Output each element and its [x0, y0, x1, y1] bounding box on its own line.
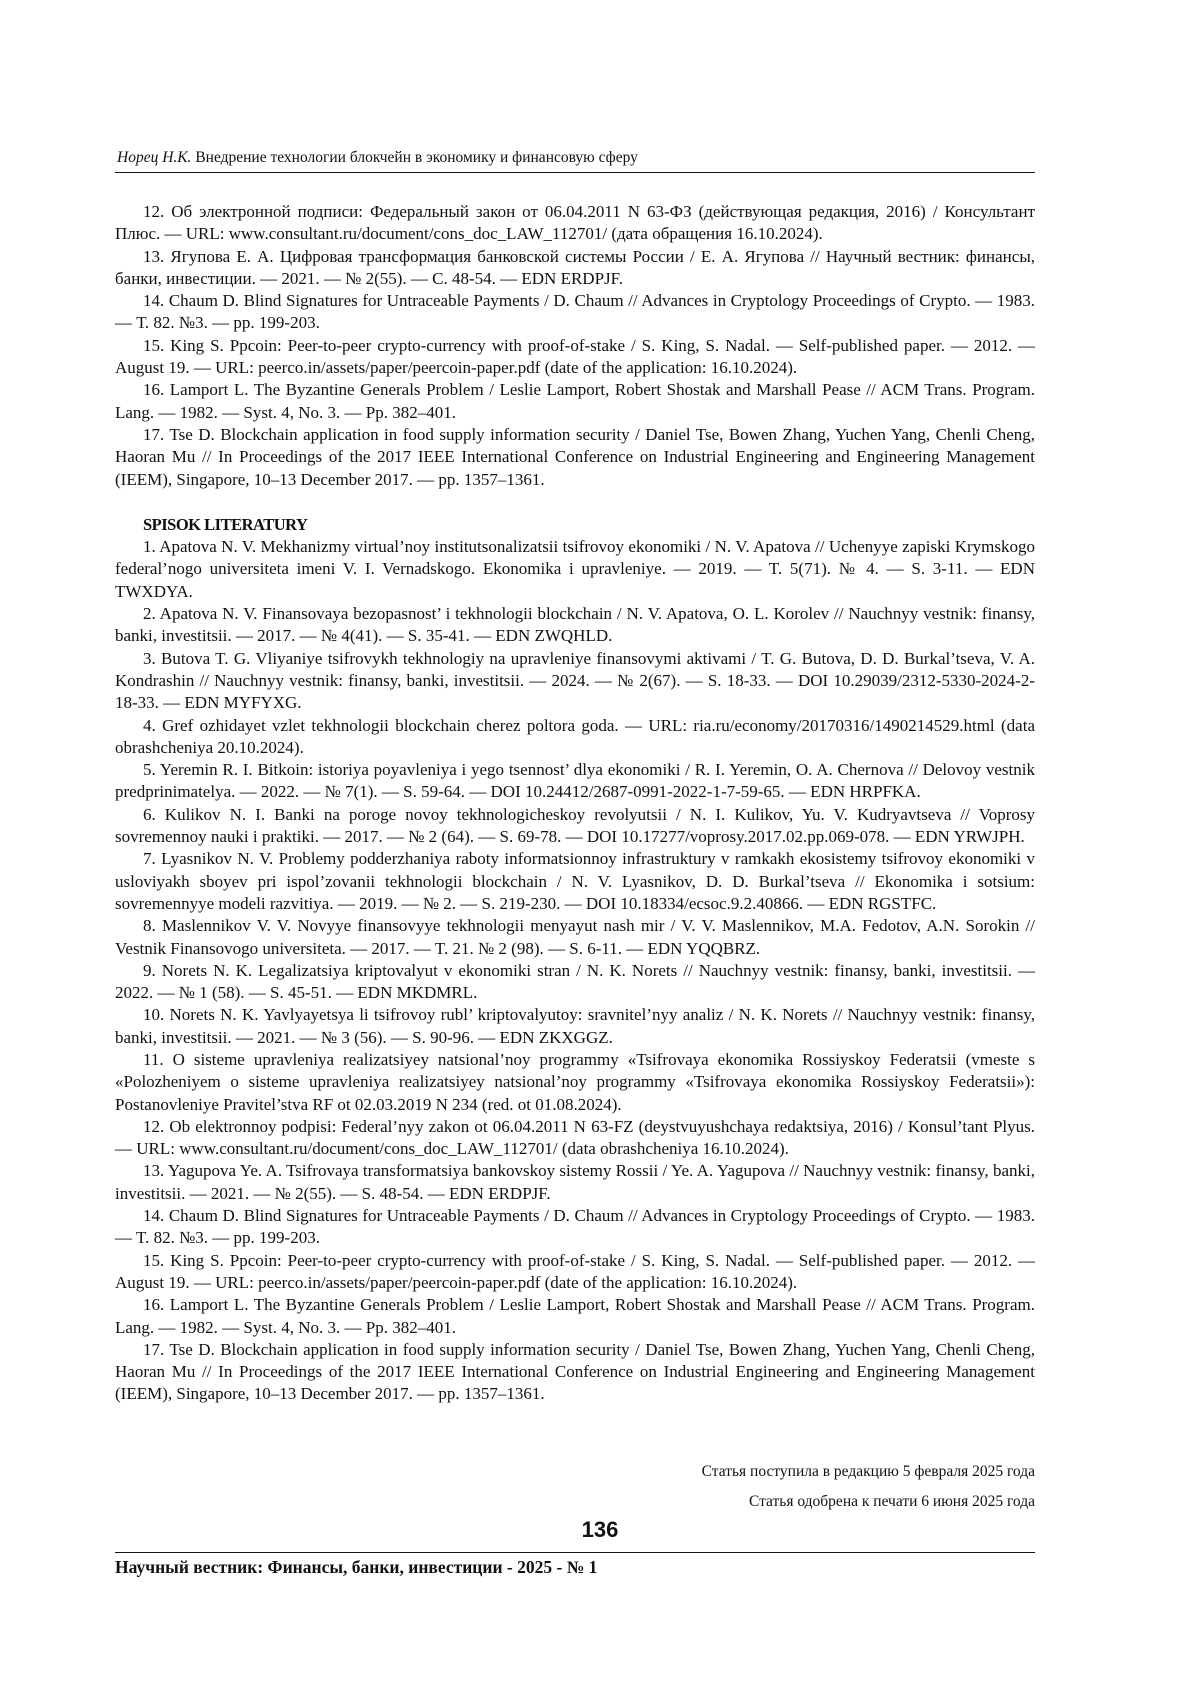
- page-number: 136: [581, 1517, 619, 1542]
- reference-item: 13. Ягупова Е. А. Цифровая трансформация банковской системы России / Е. А. Ягупова // Научный вестник: финансы, банки, инвестиции. — 2021. — № 2(55). — С. 48-54. — EDN ERDPJF.: [115, 246, 1035, 288]
- reference-item: 15. King S. Ppcoin: Peer-to-peer crypto-currency with proof-of-stake / S. King, S. Nadal. — Self-published paper. — 2012. — August 19. — URL: peerco.in/assets/paper/peercoin-paper.pdf (date of the application: 16.10.2024).: [115, 335, 1035, 378]
- reference-item: 14. Chaum D. Blind Signatures for Untraceable Payments / D. Chaum // Advances in Cryptology Proceedings of Crypto. — 1983. — Т. 82. №3. — pp. 199-203.: [115, 291, 1035, 333]
- spisok-item: 10. Norets N. K. Yavlyayetsya li tsifrovoy rubl’ kriptovalyutoy: sravnitel’nyy analiz / N. K. Norets // Nauchnyy vestnik: finansy, banki, investitsii. — 2021. — № 3 (56). — S. 90-96. — EDN ZKXGGZ.: [115, 1005, 1035, 1047]
- spisok-item: 7. Lyasnikov N. V. Problemy podderzhaniya raboty informatsionnoy infrastruktury v ramkakh ekosistemy tsifrovoy ekonomiki v usloviyakh sboyev pri ispol’zovanii tekhnologii blockchain / N. V. Lyasnikov, D. D. Burkal’tseva // Ekonomika i sotsium: sovremennyye modeli razvitiya. — 2019. — № 2. — S. 219-230. — DOI 10.18334/ecsoc.9.2.40866. — EDN RGSTFC.: [115, 849, 1035, 913]
- spisok-item: 16. Lamport L. The Byzantine Generals Problem / Leslie Lamport, Robert Shostak and Marshall Pease // ACM Trans. Program. Lang. — 1982. — Syst. 4, No. 3. — Pp. 382–401.: [115, 1295, 1035, 1337]
- spisok-item: 6. Kulikov N. I. Banki na poroge novoy tekhnologicheskoy revolyutsii / N. I. Kulikov, Yu. V. Kudryavtseva // Voprosy sovremennoy nauki i praktiki. — 2017. — № 2 (64). — S. 69-78. — DOI 10.17277/voprosy.2017.02.pp.069-078. — EDN YRWJPH.: [115, 804, 1035, 847]
- references: [115, 201, 1035, 1406]
- header-title: Внедрение технологии блокчейн в экономику и финансовую сферу: [195, 149, 638, 166]
- spisok-item: 14. Chaum D. Blind Signatures for Untraceable Payments / D. Chaum // Advances in Cryptology Proceedings of Crypto. — 1983. — T. 82. №3. — pp. 199-203.: [115, 1206, 1035, 1248]
- spisok-item: 8. Maslennikov V. V. Novyye finansovyye tekhnologii menyayut nash mir / V. V. Maslennikov, M.A. Fedotov, A.N. Sorokin // Vestnik Finansovogo universiteta. — 2017. — T. 21. № 2 (98). — S. 6-11. — EDN YQQBRZ.: [115, 916, 1035, 958]
- header-rule: [115, 172, 1035, 173]
- reference-item: 16. Lamport L. The Byzantine Generals Problem / Leslie Lamport, Robert Shostak and Marshall Pease // ACM Trans. Program. Lang. — 1982. — Syst. 4, No. 3. — Pp. 382–401.: [115, 380, 1035, 422]
- spisok-item: 11. O sisteme upravleniya realizatsiyey natsional’noy programmy «Tsifrovaya ekonomika Rossiyskoy Federatsii (vmeste s «Polozheniyem o sisteme upravleniya realizatsiyey natsional’noy programmy «Tsifrovaya ekonomika Rossiyskoy Federatsii»): Postanovleniye Pravitel’stva RF ot 02.03.2019 N 234 (red. ot 01.08.2024).: [115, 1049, 1035, 1114]
- spisok-item: 3. Butova T. G. Vliyaniye tsifrovykh tekhnologiy na upravleniye finansovymi aktivami / T. G. Butova, D. D. Burkal’tseva, V. A. Kondrashin // Nauchnyy vestnik: finansy, banki, investitsii. — 2024. — № 2(67). — S. 18-33. — DOI 10.29039/2312-5330-2024-2-18-33. — EDN MYFYXG.: [115, 648, 1035, 713]
- spisok-item: 17. Tse D. Blockchain application in food supply information security / Daniel Tse, Bowen Zhang, Yuchen Yang, Chenli Cheng, Haoran Mu // In Proceedings of the 2017 IEEE International Conference on Industrial Engineering and Engineering Management (IEEM), Singapore, 10–13 December 2017. — pp. 1357–1361.: [115, 1339, 1035, 1404]
- spisok-item: 9. Norets N. K. Legalizatsiya kriptovalyut v ekonomiki stran / N. K. Norets // Nauchnyy vestnik: finansy, banki, investitsii. — 2022. — № 1 (58). — S. 45-51. — EDN MKDMRL.: [115, 960, 1035, 1003]
- spisok-item: 4. Gref ozhidayet vzlet tekhnologii blockchain cherez poltora goda. — URL: ria.ru/economy/20170316/1490214529.html (data obrashcheniya 20.10.2024).: [115, 715, 1035, 757]
- footer-rule: [115, 1552, 1035, 1553]
- approved-date: Статья одобрена к печати 6 июня 2025 года: [748, 1493, 1035, 1510]
- spisok-item: 13. Yagupova Ye. A. Tsifrovaya transformatsiya bankovskoy sistemy Rossii / Ye. A. Yagupova // Nauchnyy vestnik: finansy, banki, investitsii. — 2021. — № 2(55). — S. 48-54. — EDN ERDPJF.: [115, 1161, 1035, 1203]
- spisok-item: 12. Ob elektronnoy podpisi: Federal’nyy zakon ot 06.04.2011 N 63-FZ (deystvuyushchaya redaktsiya, 2016) / Konsul’tant Plyus. — URL: www.consultant.ru/document/cons_doc_LAW_112701/ (data obrashcheniya 16.10.2024).: [115, 1116, 1035, 1159]
- running-header: [117, 149, 1035, 167]
- header-author: Норец Н.К.: [117, 149, 192, 166]
- spisok-item: 1. Apatova N. V. Mekhanizmy virtual’noy institutsonalizatsii tsifrovoy ekonomiki / N. V. Apatova // Uchenyye zapiski Krymskogo federal’nogo universiteta imeni V. I. Vernadskogo. Ekonomika i upravleniye. — 2019. — T. 5(71). № 4. — S. 3-11. — EDN TWXDYA.: [115, 537, 1035, 601]
- reference-item: 12. Об электронной подписи: Федеральный закон от 06.04.2011 N 63-ФЗ (действующая редакция, 2016) / Консультант Плюс. — URL: www.consultant.ru/document/cons_doc_LAW_112701/ (дата обращения 16.10.2024).: [115, 202, 1035, 244]
- spisok-item: 15. King S. Ppcoin: Peer-to-peer crypto-currency with proof-of-stake / S. King, S. Nadal. — Self-published paper. — 2012. — August 19. — URL: peerco.in/assets/paper/peercoin-paper.pdf (date of the application: 16.10.2024).: [115, 1250, 1035, 1292]
- received-date: Статья поступила в редакцию 5 февраля 2025 года: [701, 1463, 1035, 1480]
- spisok-literatury-heading: SPISOK LITERATURY: [143, 514, 308, 534]
- reference-item: 17. Tse D. Blockchain application in food supply information security / Daniel Tse, Bowen Zhang, Yuchen Yang, Chenli Cheng, Haoran Mu // In Proceedings of the 2017 IEEE International Conference on Industrial Engineering and Engineering Management (IEEM), Singapore, 10–13 December 2017. — pp. 1357–1361.: [115, 424, 1035, 489]
- spisok-item: 5. Yeremin R. I. Bitkoin: istoriya poyavleniya i yego tsennost’ dlya ekonomiki / R. I. Yeremin, O. A. Chernova // Delovoy vestnik predprinimatelya. — 2022. — № 7(1). — S. 59-64. — DOI 10.24412/2687-0991-2022-1-7-59-65. — EDN HRPFKA.: [115, 760, 1035, 802]
- spisok-item: 2. Apatova N. V. Finansovaya bezopasnost’ i tekhnologii blockchain / N. V. Apatova, O. L. Korolev // Nauchnyy vestnik: finansy, banki, investitsii. — 2017. — № 4(41). — S. 35-41. — EDN ZWQHLD.: [115, 604, 1035, 646]
- journal-footer: Научный вестник: Финансы, банки, инвестиции - 2025 - № 1: [115, 1557, 598, 1577]
